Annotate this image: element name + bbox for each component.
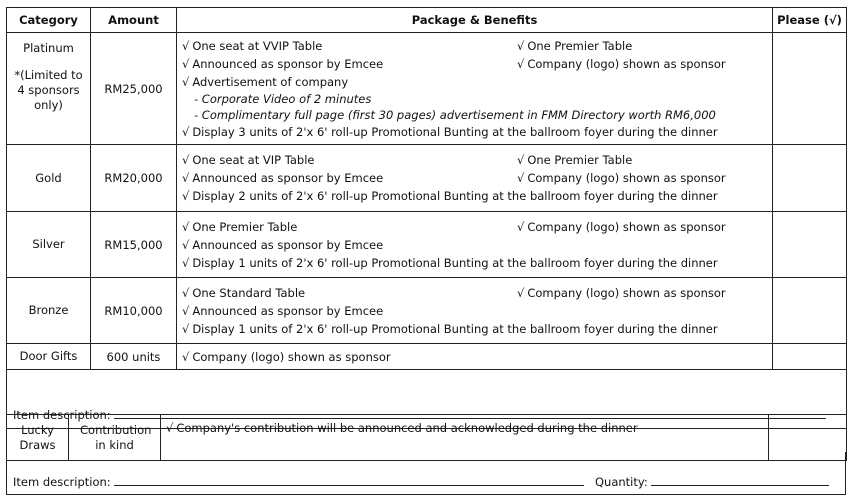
tier-benefits bbox=[177, 145, 773, 212]
header-package: Package & Benefits bbox=[177, 8, 773, 33]
benefit-line bbox=[182, 73, 772, 91]
benefit-line bbox=[182, 302, 772, 320]
check-mark-icon: √ bbox=[166, 421, 174, 435]
benefit-line bbox=[182, 187, 772, 205]
lucky-draw-amount: Contribution in kind bbox=[69, 415, 161, 461]
header-category: Category bbox=[7, 8, 91, 33]
tier-amount: RM15,000 bbox=[91, 212, 177, 278]
tier-category bbox=[7, 33, 91, 145]
benefit-text: Announced as sponsor by Emcee bbox=[192, 237, 384, 252]
check-mark-icon: √ bbox=[182, 349, 190, 364]
check-mark-icon: √ bbox=[182, 171, 190, 185]
tier-category-line: Silver bbox=[32, 237, 65, 251]
tier-category-line: *(Limited to bbox=[14, 68, 83, 82]
tier-category bbox=[7, 344, 91, 370]
final-quantity bbox=[595, 474, 829, 489]
tier-benefits bbox=[177, 278, 773, 344]
benefit-text: Company (logo) shown as sponsor bbox=[527, 285, 726, 300]
check-mark-icon: √ bbox=[182, 56, 190, 71]
tier-category-line: Bronze bbox=[28, 303, 69, 317]
benefit-line bbox=[182, 55, 772, 73]
benefit-sub-line: - Complimentary full page (first 30 pages) advertisement in FMM Directory worth RM6,000 bbox=[194, 107, 716, 122]
benefit-line bbox=[182, 254, 772, 272]
check-mark-icon: √ bbox=[182, 124, 190, 139]
tier-category bbox=[7, 278, 91, 344]
benefit-text: Display 3 units of 2'x 6' roll-up Promotional Bunting at the ballroom foyer during the dinner bbox=[192, 124, 718, 139]
benefit-text: Announced as sponsor by Emcee bbox=[192, 56, 384, 71]
benefit-line bbox=[182, 236, 772, 254]
benefit-text: Display 1 units of 2'x 6' roll-up Promotional Bunting at the ballroom foyer during the dinner bbox=[192, 255, 718, 270]
tier-please-cell[interactable] bbox=[773, 33, 847, 145]
tier-row bbox=[7, 344, 847, 370]
tier-please-cell[interactable] bbox=[773, 212, 847, 278]
benefit-sub-line: - Corporate Video of 2 minutes bbox=[194, 91, 372, 106]
tier-please-cell[interactable] bbox=[773, 344, 847, 370]
final-description-box bbox=[6, 452, 846, 495]
check-mark-icon: √ bbox=[182, 285, 190, 300]
check-mark-icon: √ bbox=[517, 171, 525, 185]
check-mark-icon: √ bbox=[517, 219, 525, 234]
benefit-text: Display 2 units of 2'x 6' roll-up Promotional Bunting at the ballroom foyer during the dinner bbox=[192, 189, 718, 203]
benefit-text: Announced as sponsor by Emcee bbox=[192, 171, 384, 185]
lucky-draw-benefit: √ Company's contribution will be announced and acknowledged during the dinner bbox=[161, 415, 769, 461]
final-item-description-field[interactable] bbox=[114, 474, 584, 486]
benefit-text: One Premier Table bbox=[527, 38, 633, 53]
benefit-line bbox=[182, 320, 772, 338]
benefit-text: Company (logo) shown as sponsor bbox=[192, 349, 391, 364]
benefit-line bbox=[182, 123, 772, 141]
check-mark-icon: √ bbox=[517, 285, 525, 300]
tier-category-line: Gold bbox=[35, 170, 62, 185]
benefit-line bbox=[182, 348, 772, 366]
tier-category-line: 4 sponsors bbox=[17, 83, 80, 97]
tier-category-line bbox=[7, 56, 90, 68]
tier-row bbox=[7, 278, 847, 344]
header-amount: Amount bbox=[91, 8, 177, 33]
check-mark-icon: √ bbox=[182, 255, 190, 270]
check-mark-icon: √ bbox=[182, 237, 190, 252]
benefit-line bbox=[182, 169, 772, 187]
benefit-line bbox=[182, 218, 772, 236]
check-mark-icon: √ bbox=[517, 153, 525, 167]
benefit-text: Advertisement of company bbox=[192, 74, 349, 89]
check-mark-icon: √ bbox=[182, 74, 190, 89]
benefit-text: Display 1 units of 2'x 6' roll-up Promotional Bunting at the ballroom foyer during the dinner bbox=[192, 321, 718, 336]
benefit-text: One seat at VIP Table bbox=[192, 153, 315, 167]
benefit-text: One Premier Table bbox=[527, 153, 633, 167]
final-item-description-label: Item description: bbox=[13, 475, 111, 489]
tier-row bbox=[7, 145, 847, 212]
final-item-description bbox=[13, 474, 584, 489]
header-row bbox=[7, 8, 847, 33]
benefit-line bbox=[182, 37, 772, 55]
benefit-text: Company (logo) shown as sponsor bbox=[527, 171, 726, 185]
benefit-text: One Premier Table bbox=[192, 219, 298, 234]
tier-benefits bbox=[177, 33, 773, 145]
benefit-line bbox=[182, 284, 772, 302]
tier-category-line: Door Gifts bbox=[19, 349, 78, 363]
benefit-text: Announced as sponsor by Emcee bbox=[192, 303, 384, 318]
check-mark-icon: √ bbox=[182, 38, 190, 53]
tier-please-cell[interactable] bbox=[773, 278, 847, 344]
header-please: Please (√) bbox=[773, 8, 847, 33]
item-description-label: Item description: bbox=[13, 408, 111, 422]
benefit-line bbox=[182, 151, 772, 169]
tier-please-cell[interactable] bbox=[773, 145, 847, 212]
benefit-text: Company (logo) shown as sponsor bbox=[527, 56, 726, 71]
check-mark-icon: √ bbox=[182, 303, 190, 318]
check-mark-icon: √ bbox=[182, 153, 190, 167]
tier-amount: RM20,000 bbox=[91, 145, 177, 212]
tier-row bbox=[7, 212, 847, 278]
tier-category-line: Platinum bbox=[23, 41, 74, 55]
benefit-text: One Standard Table bbox=[192, 285, 306, 300]
check-mark-icon: √ bbox=[182, 189, 190, 203]
tier-category-line: only) bbox=[34, 98, 63, 112]
tier-amount: RM25,000 bbox=[91, 33, 177, 145]
tier-amount: RM10,000 bbox=[91, 278, 177, 344]
tier-row bbox=[7, 33, 847, 145]
final-quantity-label: Quantity: bbox=[595, 475, 648, 489]
sponsorship-table bbox=[6, 7, 847, 429]
benefit-text: Company (logo) shown as sponsor bbox=[527, 219, 726, 234]
check-mark-icon: √ bbox=[182, 321, 190, 336]
tier-amount: 600 units bbox=[91, 344, 177, 370]
tier-category bbox=[7, 145, 91, 212]
check-mark-icon: √ bbox=[182, 219, 190, 234]
final-quantity-field[interactable] bbox=[651, 474, 829, 486]
check-mark-icon: √ bbox=[517, 56, 525, 71]
check-mark-icon: √ bbox=[517, 38, 525, 53]
tier-benefits bbox=[177, 212, 773, 278]
tier-benefits bbox=[177, 344, 773, 370]
lucky-draw-category: Lucky Draws bbox=[7, 415, 69, 461]
tier-category bbox=[7, 212, 91, 278]
benefit-text: One seat at VVIP Table bbox=[192, 38, 323, 53]
